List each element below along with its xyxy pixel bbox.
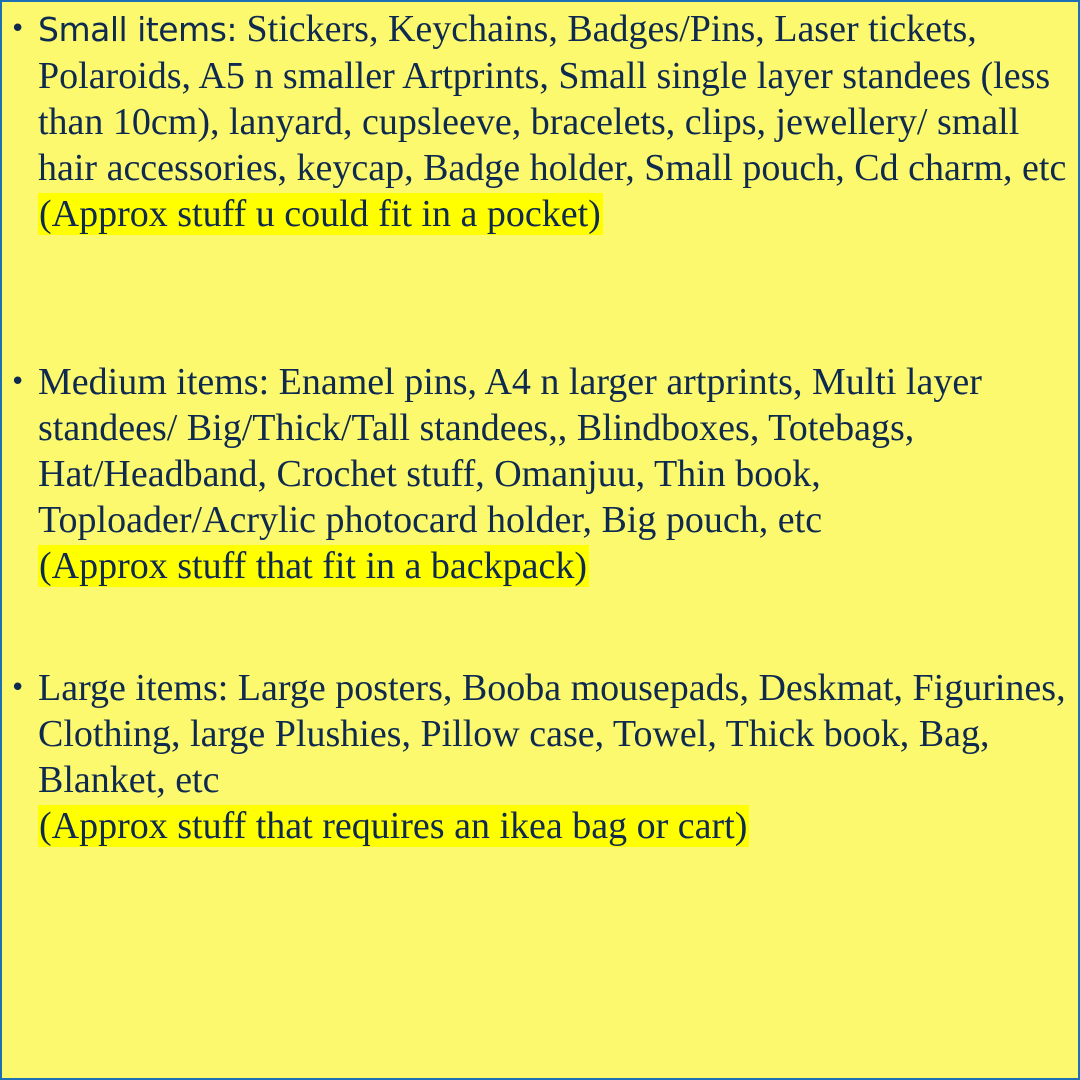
medium-items-list: Enamel pins, A4 n larger artprints, Multi layer standees/ Big/Thick/Tall standees,, Blindboxes, Totebags, Hat/Headband, Crochet stuff, Omanjuu, Thin book, Toploader/Acrylic photocard holder, Big pouch, etc	[38, 361, 982, 541]
small-items-note: (Approx stuff u could fit in a pocket)	[39, 193, 601, 235]
large-items-label: Large items:	[38, 667, 229, 709]
small-items-label: Small items:	[38, 10, 238, 49]
large-items-note: (Approx stuff that requires an ikea bag or cart)	[39, 805, 748, 847]
medium-items-note: (Approx stuff that fit in a backpack)	[39, 545, 588, 587]
bullet-icon: •	[10, 14, 26, 44]
medium-items-label: Medium items:	[38, 361, 270, 403]
medium-items-section	[10, 359, 1073, 589]
large-items-list: Large posters, Booba mousepads, Deskmat, Figurines, Clothing, large Plushies, Pillow case, Towel, Thick book, Bag, Blanket, etc	[38, 667, 1066, 801]
small-items-list: Stickers, Keychains, Badges/Pins, Laser tickets, Polaroids, A5 n smaller Artprints, Small single layer standees (less than 10cm), lanyard, cupsleeve, bracelets, clips, jewellery/ small hair accessories, keycap, Badge holder, Small pouch, Cd charm, etc	[38, 8, 1067, 189]
bullet-icon: •	[10, 673, 26, 703]
small-items-section	[10, 6, 1073, 237]
bullet-icon: •	[10, 367, 26, 397]
large-items-section	[10, 665, 1073, 849]
